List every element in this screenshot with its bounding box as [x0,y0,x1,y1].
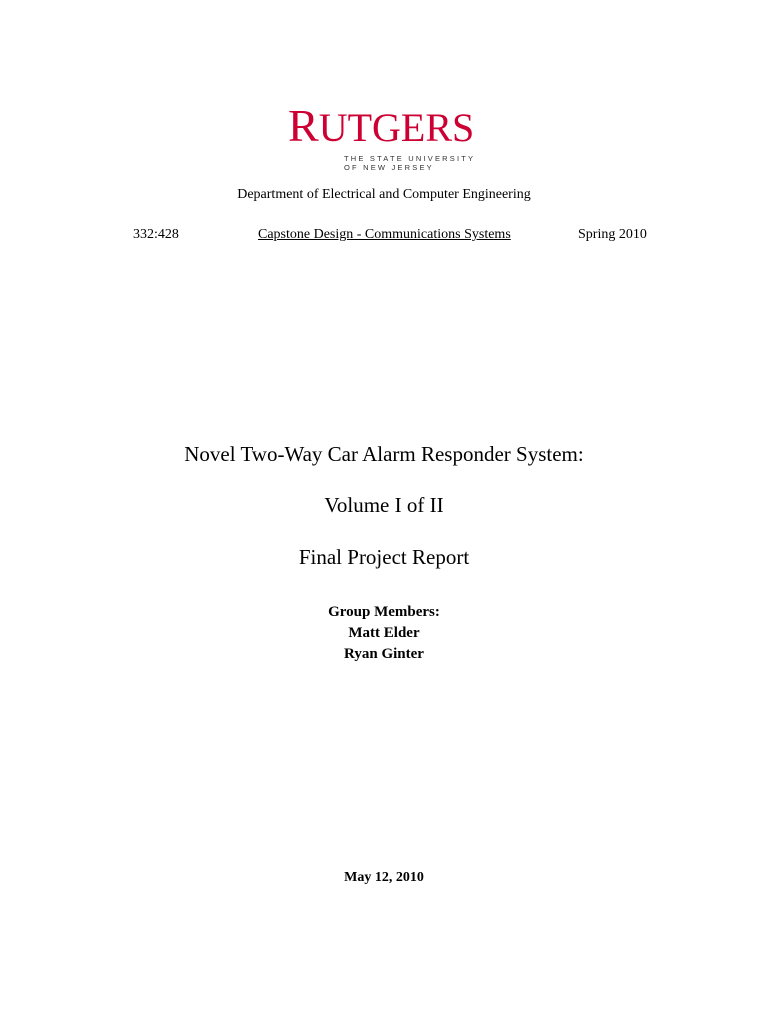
logo-tagline-line-2: OF NEW JERSEY [344,163,434,172]
course-term: Spring 2010 [578,227,647,242]
logo-tagline [344,154,475,172]
group-members-block [0,602,768,665]
logo-wordmark-rest: UTGERS [318,105,475,150]
rutgers-logo [288,100,478,174]
logo-wordmark [288,100,475,151]
report-date: May 12, 2010 [344,870,424,885]
logo-tagline-line-1: THE STATE UNIVERSITY [344,154,476,163]
department-name: Department of Electrical and Computer Engineering [237,187,531,202]
logo-wordmark-initial: R [288,100,319,151]
course-number: 332:428 [133,227,179,242]
report-volume: Volume I of II [324,493,444,517]
group-member-name: Ryan Ginter [344,646,424,662]
course-info-row [0,226,768,244]
report-subtitle: Final Project Report [298,545,470,569]
report-title: Novel Two-Way Car Alarm Responder System: [184,442,584,466]
group-members-heading: Group Members: [328,604,440,620]
group-member-name: Matt Elder [348,625,420,641]
course-title: Capstone Design - Communications Systems [258,227,511,242]
